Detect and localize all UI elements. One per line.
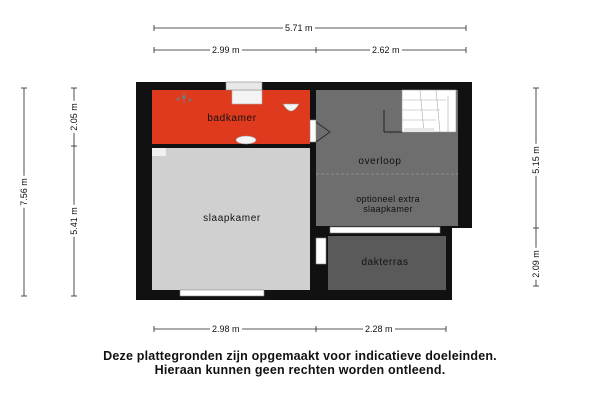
dim-right-upper-height: 5.15 m: [531, 146, 541, 174]
dim-bottom-right-width: 2.28 m: [365, 324, 393, 334]
dim-left-upper-height: 2.05 m: [69, 103, 79, 131]
room-label-slaapkamer: slaapkamer: [203, 213, 261, 224]
room-label-optioneel-line2: slaapkamer: [363, 204, 413, 214]
room-label-overloop: overloop: [358, 156, 402, 167]
dim-left-total-height: 7.56 m: [19, 178, 29, 206]
dim-total-width: 5.71 m: [285, 23, 313, 33]
dim-right-lower-height: 2.09 m: [531, 250, 541, 278]
room-label-dakterras: dakterras: [361, 257, 409, 268]
dim-top-right-width: 2.62 m: [372, 45, 400, 55]
room-label-badkamer: badkamer: [207, 113, 257, 124]
disclaimer-line-1: Deze plattegronden zijn opgemaakt voor indicatieve doeleinden.: [103, 349, 497, 363]
dim-bottom-left-width: 2.98 m: [212, 324, 240, 334]
room-label-optioneel-line1: optioneel extra: [356, 194, 420, 204]
dim-left-lower-height: 5.41 m: [69, 207, 79, 235]
disclaimer-line-2: Hieraan kunnen geen rechten worden ontleend.: [154, 363, 446, 377]
dim-top-left-width: 2.99 m: [212, 45, 240, 55]
